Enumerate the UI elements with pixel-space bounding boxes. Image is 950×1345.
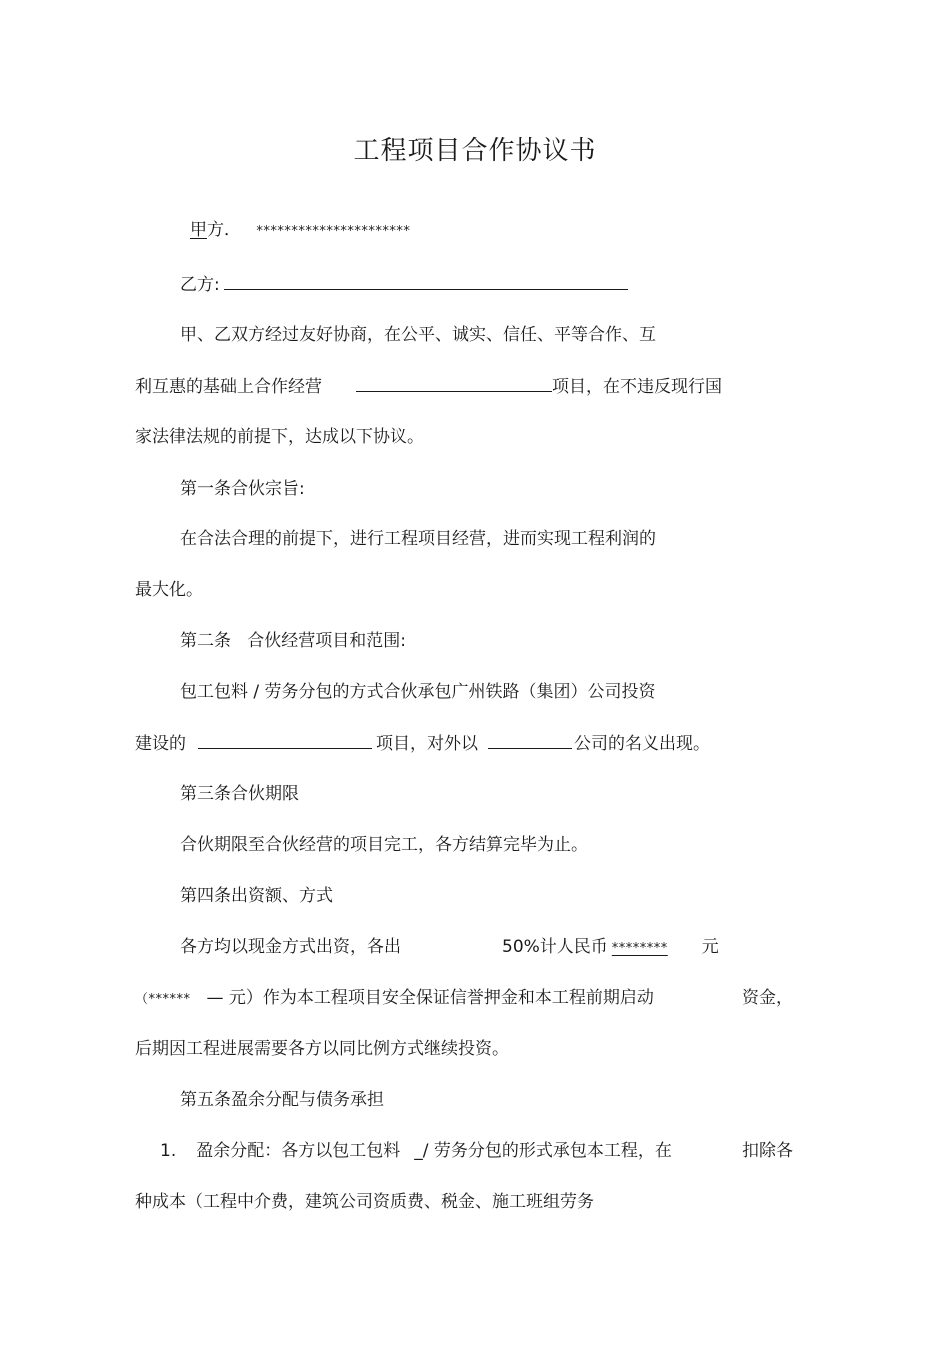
article-5-item-1	[160, 1140, 672, 1162]
article-2-line-2-a: 建设的	[135, 734, 186, 754]
document-title: 工程项目合作协议书	[353, 136, 597, 166]
article-4-line-2	[135, 987, 654, 1011]
article-5-item-1-b: _/ 劳务分包的形式承包本工程，在	[414, 1141, 672, 1161]
article-1-line-1: 在合法合理的前提下，进行工程项目经营，进而实现工程利润的	[180, 529, 656, 549]
party-b-line	[180, 273, 628, 296]
article-3-heading: 第三条合伙期限	[180, 784, 299, 804]
article-4-line-1-a: 各方均以现金方式出资，各出	[180, 937, 401, 957]
company-blank	[488, 732, 572, 749]
article-2-line-1: 包工包料 / 劳务分包的方式合伙承包广州铁路（集团）公司投资	[180, 682, 656, 702]
party-a-label-first: 甲	[190, 220, 207, 240]
preamble-line-3: 家法律法规的前提下，达成以下协议。	[135, 427, 424, 447]
party-a-label-rest: 方．	[207, 220, 241, 240]
party-a-line	[190, 219, 410, 243]
article-4-heading: 第四条出资额、方式	[180, 886, 333, 906]
article-2-heading: 第二条 合伙经营项目和范围:	[180, 631, 406, 651]
article-4-line-2-b: — 元）作为本工程项目安全保证信誉押金和本工程前期启动	[206, 988, 654, 1008]
currency-unit: 元	[701, 937, 719, 957]
party-a-value: **********************	[256, 224, 411, 239]
article-4-line-1	[180, 936, 401, 958]
project-blank	[198, 732, 372, 749]
preamble-line-2	[135, 375, 722, 398]
article-5-heading: 第五条盈余分配与债务承担	[180, 1090, 384, 1110]
party-b-label: 乙方:	[180, 275, 220, 295]
preamble-line-2-b: 项目，在不违反现行国	[552, 377, 722, 397]
article-1-heading: 第一条合伙宗旨:	[180, 479, 305, 499]
project-name-blank	[356, 375, 552, 392]
article-4-line-1-amount	[502, 936, 719, 960]
article-2-line-2-b: 项目，对外以	[376, 734, 478, 754]
contribution-amount-words: （******	[135, 992, 191, 1007]
article-1-line-2: 最大化。	[135, 580, 203, 600]
article-5-item-1-a: 盈余分配：各方以包工包料	[196, 1141, 401, 1161]
article-5-item-1-line-2: 种成本（工程中介费，建筑公司资质费、税金、施工班组劳务	[135, 1192, 594, 1212]
article-4-line-3: 后期因工程进展需要各方以同比例方式继续投资。	[135, 1039, 509, 1059]
contribution-amount: ********	[611, 941, 668, 956]
item-number: 1.	[160, 1141, 177, 1161]
preamble-line-2-a: 利互惠的基础上合作经营	[135, 377, 322, 397]
article-4-line-2-c: 资金，	[742, 988, 793, 1008]
party-b-blank	[224, 273, 628, 290]
preamble-line-1: 甲、乙双方经过友好协商，在公平、诚实、信任、平等合作、互	[180, 325, 656, 345]
article-5-item-1-c: 扣除各	[742, 1141, 793, 1161]
contribution-ratio: 50%计人民币	[502, 937, 608, 957]
article-2-line-2-c: 公司的名义出现。	[574, 734, 710, 754]
article-2-line-2	[135, 732, 710, 755]
article-3-line-1: 合伙期限至合伙经营的项目完工，各方结算完毕为止。	[180, 835, 588, 855]
